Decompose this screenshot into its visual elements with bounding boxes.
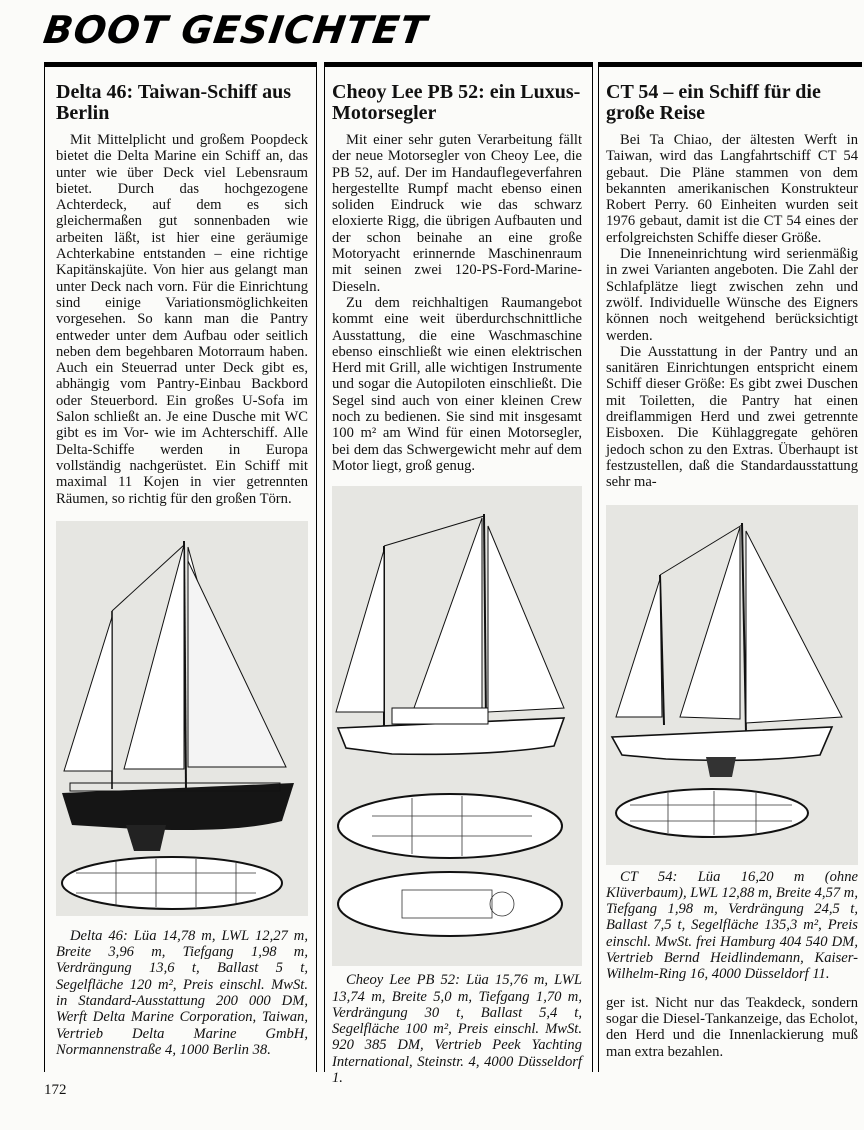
column-rule	[44, 62, 316, 67]
article-paragraph: Die Inneneinrichtung wird serienmäßig in zwei Varianten angeboten. Die Zahl der Schlafplätze liegt zwischen zehn und zwölf. Individuelle Wünsche des Eigners können noch weitgehend berücksichtigt werden.	[606, 246, 858, 344]
article-paragraph: Bei Ta Chiao, der ältesten Werft in Taiwan, wird das Langfahrtschiff CT 54 gebaut. Die Pläne stammen von dem bekannten amerikanischen Konstrukteur Robert Perry. 60 Einheiten wurden seit 1976 gebaut, damit ist die CT 54 eines der erfolgreichsten Schiffe dieser Größe.	[606, 132, 858, 246]
article-cheoy-lee-pb52	[332, 70, 582, 1087]
ct-54-drawing	[606, 505, 858, 865]
article-title: Delta 46: Taiwan-Schiff aus Berlin	[56, 81, 292, 124]
article-paragraph: Die Ausstattung in der Pantry und an sanitären Einrichtungen entspricht einem Schiff dieser Größe: Es gibt zwei Duschen mit Toiletten, die Pantry hat einen dreiflammigen Herd und zwei getrennte Eisboxen. Die Kühlaggregate gehören jedoch schon zu den Extras. Überhaupt ist festzustellen, daß die Standardausstattung sehr ma-	[606, 343, 858, 491]
section-title: BOOT GESICHTET	[40, 8, 430, 52]
article-paragraph: Mit einer sehr guten Verarbeitung fällt der neue Motorsegler von Cheoy Lee, die PB 52, auf. Der im Handauflegeverfahren hergestellte Rumpf macht ebenso einen soliden Eindruck wie das schwarz eloxierte Rigg, die übrigen Aufbauten und der schon beinahe an eine große Motoryacht erinnernde Maschinenraum mit seinen zwei 120-PS-Ford-Marine-Dieseln.	[332, 132, 582, 295]
article-paragraph: Mit Mittelplicht und großem Poopdeck bietet die Delta Marine ein Schiff an, das unter wie über Deck viel Lebensraum bietet. Durch das hochgezogene Achterdeck, auf dem es sich gleichermaßen gut sonnenbaden wie arbeiten läßt, ist hier eine geräumige Achterkabine entstanden – eine richtige Kapitänskajüte. Von hier aus gelangt man unter Deck nach vorn. Für die Einrichtung sind einige Variationsmöglichkeiten vorgesehen. So kann man die Pantry entweder unter dem Aufbau oder seitlich neben dem begehbaren Motorraum haben. Auch ein Steuerrad unter Deck gibt es, abhängig vom Pantry-Einbau Backbord oder Steuerbord. Ein großes U-Sofa im Salon schließt an. Je eine Dusche mit WC gibt es im Vor- wie im Achterschiff. Alle Delta-Schiffe werden in Europa vollständig nachgerüstet. Ein Schiff mit maximal 11 Kojen in vier getrennten Räumen, so richtig für den großen Törn.	[56, 132, 308, 507]
specs-caption: CT 54: Lüa 16,20 m (ohne Klüverbaum), LWL 12,88 m, Breite 4,57 m, Tiefgang 1,98 m, Verdrängung 24,5 t, Ballast 7,5 t, Segelfläche 135,3 m², Preis einschl. MwSt. frei Hamburg 404 540 DM, Vertrieb Bernd Heidlindemann, Kaiser-Wilhelm-Ring 16, 4000 Düsseldorf 11.	[606, 868, 858, 983]
delta-46-drawing	[56, 521, 308, 916]
column-border	[316, 62, 317, 1072]
column-border	[592, 62, 593, 1072]
article-title: Cheoy Lee PB 52: ein Luxus-Motorsegler	[332, 81, 581, 124]
article-delta-46	[56, 70, 308, 1060]
article-continuation: ger ist. Nicht nur das Teakdeck, sondern sogar die Diesel-Tankanzeige, das Echolot, den Herd und die Innenlackierung muß man extra bezahlen.	[606, 994, 858, 1060]
article-paragraph: Zu dem reichhaltigen Raumangebot kommt eine weit überdurchschnittliche Ausstattung, die eine Waschmaschine ebenso einschließt wie einen elektrischen Herd mit Grill, alle wichtigen Instrumente und sogar die Autopiloten einschließt. Die Segel sind auch von einer kleinen Crew noch zu bedienen. Sie sind mit insgesamt 100 m² am Wind für einen Motorsegler, bei dem das Schwergewicht mehr auf dem Motor liegt, groß genug.	[332, 294, 582, 474]
column-rule	[598, 62, 862, 67]
column-rule	[324, 62, 592, 67]
column-border	[598, 62, 599, 1072]
cheoy-lee-pb52-drawing	[332, 486, 582, 966]
column-border	[44, 62, 45, 1072]
page-number: 172	[44, 1082, 67, 1098]
column-border	[324, 62, 325, 1072]
specs-caption: Cheoy Lee PB 52: Lüa 15,76 m, LWL 13,74 m, Breite 5,0 m, Tiefgang 1,70 m, Verdrängung 30 t, Ballast 5,4 t, Segelfläche 100 m², Preis einschl. MwSt. 920 385 DM, Vertrieb Peek Yachting International, Steinstr. 4, 4000 Düsseldorf 1.	[332, 972, 582, 1087]
article-title: CT 54 – ein Schiff für die große Reise	[606, 81, 821, 124]
article-ct-54	[606, 70, 858, 1060]
specs-caption: Delta 46: Lüa 14,78 m, LWL 12,27 m, Breite 3,96 m, Tiefgang 1,98 m, Verdrängung 13,6 t, Ballast 5 t, Segelfläche 120 m², Preis einschl. MwSt. in Standard-Ausstattung 200 000 DM, Werft Delta Marine Corporation, Taiwan, Vertrieb Delta Marine GmbH, Normannenstraße 4, 1000 Berlin 38.	[56, 927, 308, 1058]
